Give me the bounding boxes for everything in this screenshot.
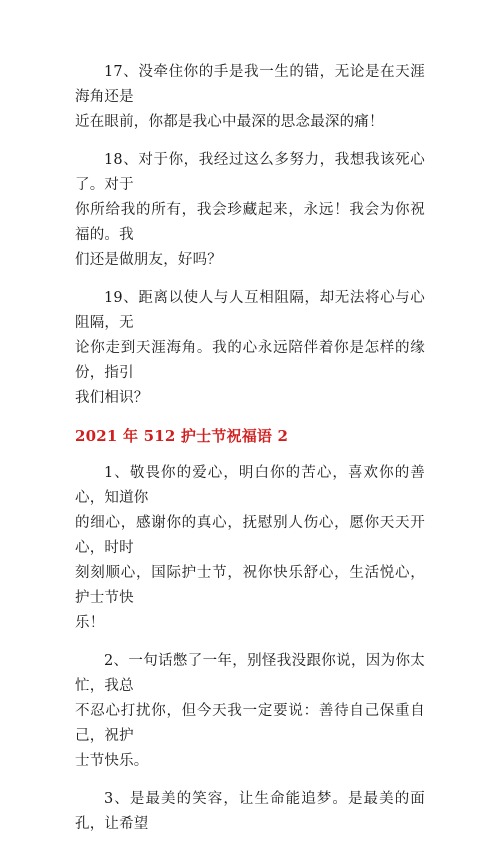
document-page	[75, 60, 425, 850]
paragraph-line: 3、是最美的笑容，让生命能追梦。是最美的面孔，让希望	[75, 791, 425, 832]
paragraph-19	[75, 286, 425, 411]
paragraph-line: 18、对于你，我经过这么多努力，我想我该死心了。对于	[75, 152, 425, 193]
paragraph-3	[75, 787, 425, 837]
paragraph-line: 你所给我的所有，我会珍藏起来，永远！我会为你祝福的。我	[75, 202, 425, 243]
paragraph-line: 们还是做朋友，好吗？	[75, 252, 222, 268]
paragraph-1	[75, 461, 425, 636]
paragraph-line: 近在眼前，你都是我心中最深的思念最深的痛！	[75, 114, 384, 130]
paragraph-line: 的细心，感谢你的真心，抚慰别人伤心，愿你天天开心，时时	[75, 515, 425, 556]
paragraph-18	[75, 148, 425, 273]
paragraph-line: 17、没牵住你的手是我一生的错，无论是在天涯海角还是	[75, 64, 425, 105]
section-heading: 2021 年 512 护士节祝福语 2	[75, 427, 289, 445]
paragraph-line: 刻刻顺心，国际护士节，祝你快乐舒心，生活悦心，护士节快	[75, 565, 425, 606]
paragraph-line: 2、一句话憋了一年，别怪我没跟你说，因为你太忙，我总	[75, 653, 425, 694]
paragraph-line: 1、敬畏你的爱心，明白你的苦心，喜欢你的善心，知道你	[75, 465, 425, 506]
paragraph-line: 士节快乐。	[75, 753, 149, 769]
paragraph-line: 19、距离以使人与人互相阻隔，却无法将心与心阻隔，无	[75, 290, 425, 331]
paragraph-line: 论你走到天涯海角。我的心永远陪伴着你是怎样的缘份，指引	[75, 340, 425, 381]
paragraph-line: 不忍心打扰你，但今天我一定要说：善待自己保重自己，祝护	[75, 703, 425, 744]
paragraph-17	[75, 60, 425, 135]
paragraph-2	[75, 649, 425, 774]
paragraph-line: 乐！	[75, 615, 105, 631]
paragraph-line: 我们相识？	[75, 390, 149, 406]
